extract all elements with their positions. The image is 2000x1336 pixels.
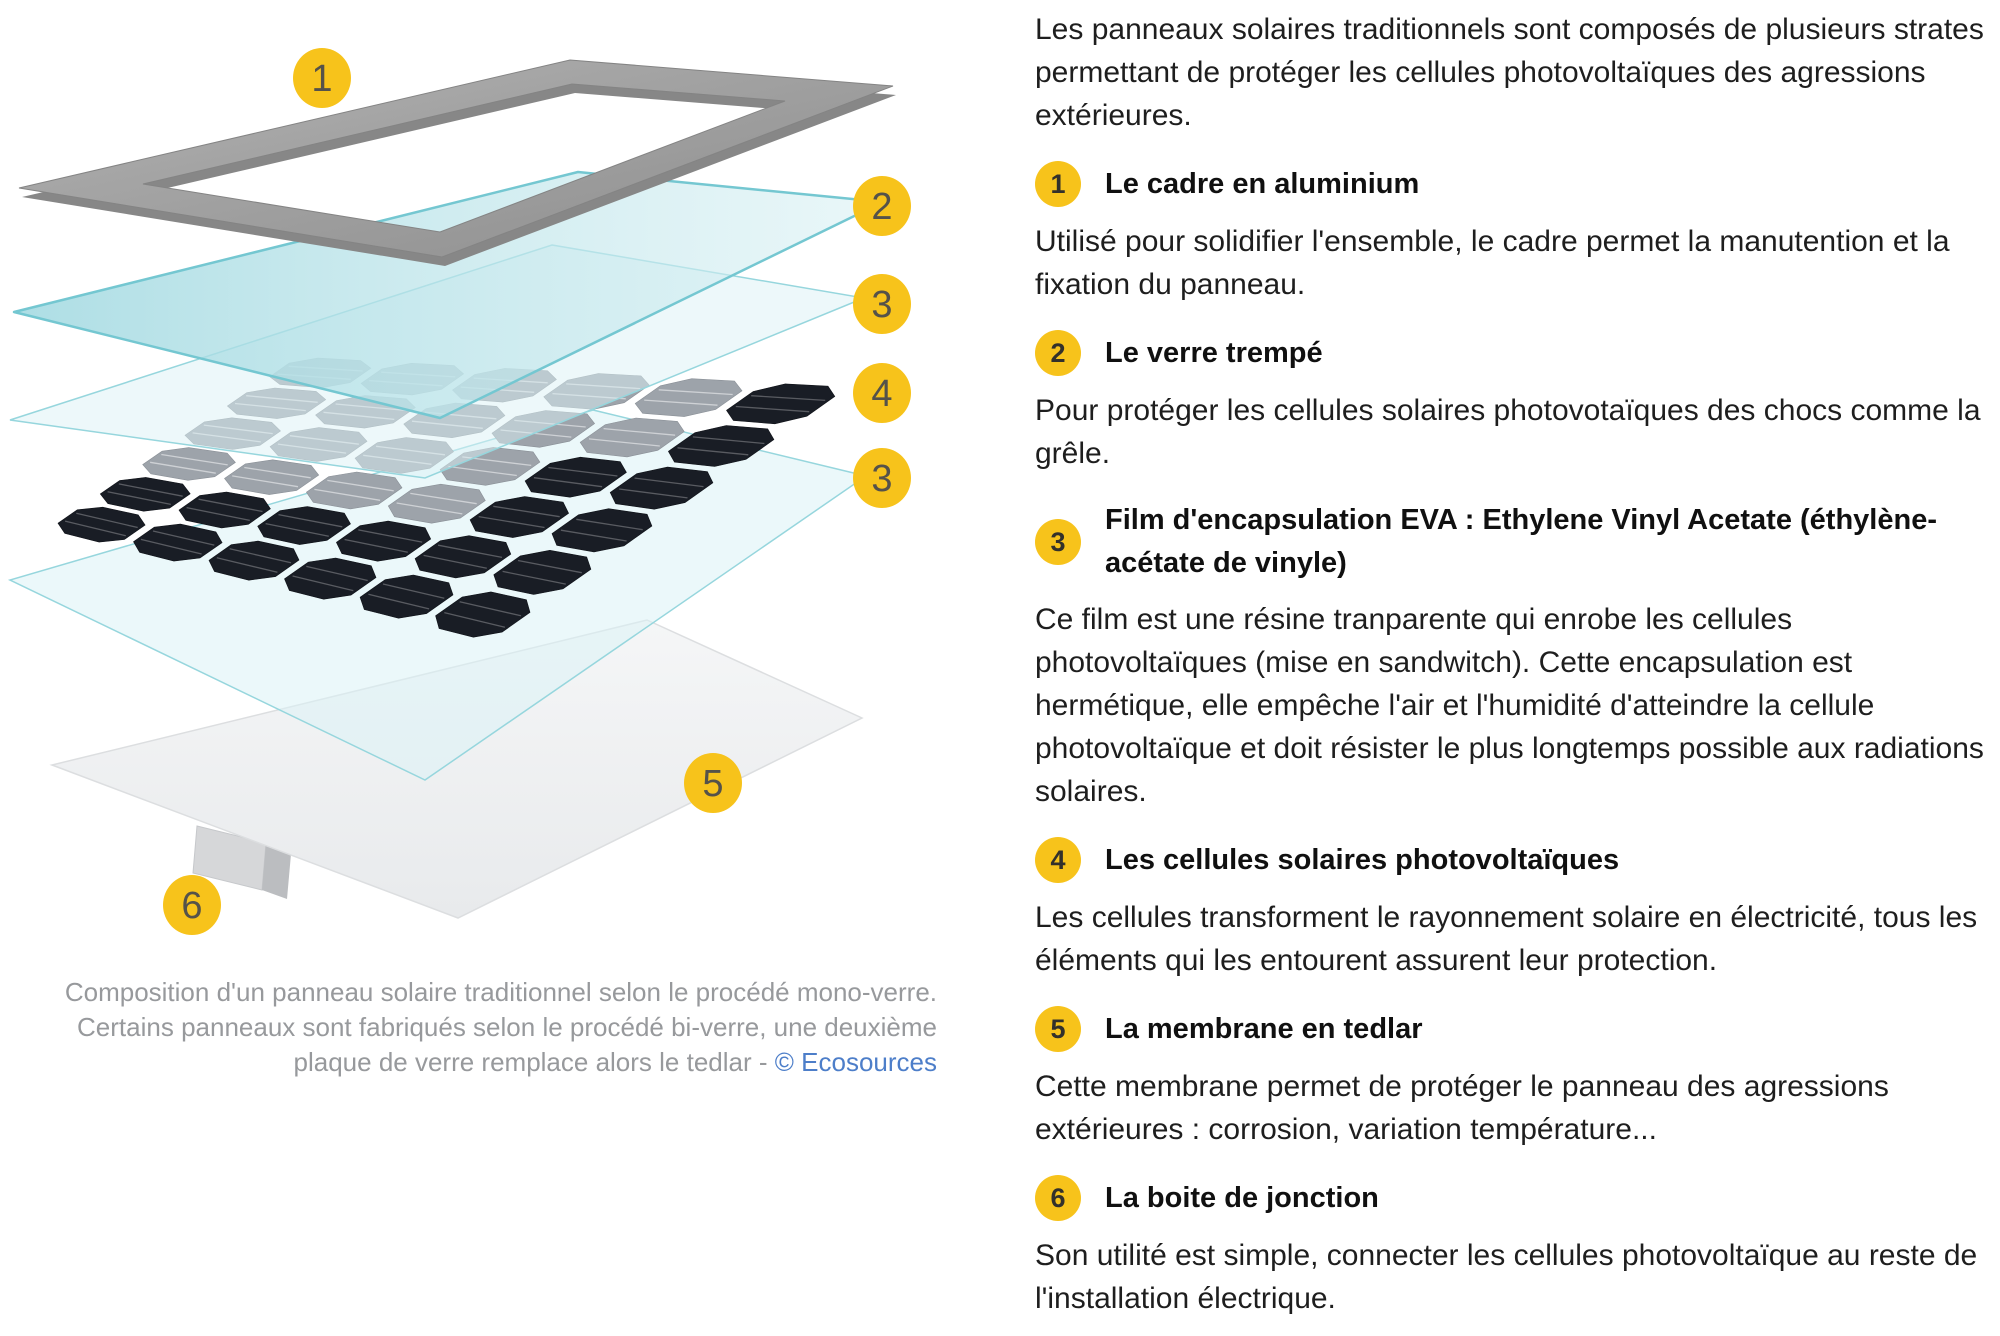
marker-verre-trempe — [853, 176, 911, 236]
section-number-badge: 6 — [1035, 1175, 1081, 1221]
layer-section — [1035, 330, 1992, 475]
layer-section — [1035, 499, 1992, 813]
diagram-panel — [0, 0, 1000, 965]
solar-cell-black — [100, 477, 190, 511]
caption-line-3: plaque de verre remplace alors le tedlar - — [293, 1047, 775, 1077]
section-body: Son utilité est simple, connecter les cellules photovoltaïque au reste de l'installation électrique. — [1035, 1239, 1978, 1315]
solar-panel-exploded-diagram — [0, 0, 1000, 965]
marker-number: 6 — [181, 885, 203, 927]
section-number-badge: 1 — [1035, 161, 1081, 207]
section-header — [1035, 330, 1992, 376]
marker-number: 5 — [702, 763, 724, 805]
description-column — [1035, 0, 1992, 1320]
section-body: Ce film est une résine tranparente qui enrobe les cellules photovoltaïques (mise en sandwitch). Cette encapsulation est hermétique, elle empêche l'air et l'humidité d'atteindre la cellule photovoltaïque et doit résister le plus longtemps possible aux radiations solaires. — [1035, 603, 1984, 808]
section-number-badge: 2 — [1035, 330, 1081, 376]
section-body: Cette membrane permet de protéger le panneau des agressions extérieures : corrosion, variation température... — [1035, 1070, 1889, 1146]
section-body: Les cellules transforment le rayonnement solaire en électricité, tous les éléments qui les entourent assurent leur protection. — [1035, 901, 1978, 977]
layer-section — [1035, 837, 1992, 982]
marker-film-eva-superieur — [853, 274, 911, 334]
marker-cadre-aluminium — [293, 48, 351, 108]
section-title: Le cadre en aluminium — [1105, 167, 1420, 200]
section-header — [1035, 1006, 1992, 1052]
marker-number: 3 — [871, 284, 893, 326]
ecosources-link[interactable]: © Ecosources — [774, 1047, 937, 1077]
layer-section — [1035, 161, 1992, 306]
solar-cell-black — [58, 507, 145, 542]
section-title: Les cellules solaires photovoltaïques — [1105, 843, 1620, 876]
layer-sections — [1035, 161, 1992, 1320]
section-title: Le verre trempé — [1105, 336, 1323, 369]
marker-film-eva-inferieur — [853, 448, 911, 508]
marker-boite-de-jonction — [163, 875, 221, 935]
section-title: La boite de jonction — [1105, 1181, 1379, 1214]
section-body: Utilisé pour solidifier l'ensemble, le cadre permet la manutention et la fixation du panneau. — [1035, 225, 1950, 301]
marker-number: 2 — [871, 186, 893, 228]
marker-membrane-tedlar — [684, 753, 742, 813]
layer-section — [1035, 1006, 1992, 1151]
section-header — [1035, 1175, 1992, 1221]
marker-number: 3 — [871, 458, 893, 500]
section-body: Pour protéger les cellules solaires photovotaïques des chocs comme la grêle. — [1035, 394, 1981, 470]
marker-cellules-photovoltaiques — [853, 363, 911, 423]
caption-line-2: Certains panneaux sont fabriqués selon le procédé bi-verre, une deuxième — [77, 1012, 937, 1042]
section-title: La membrane en tedlar — [1105, 1012, 1423, 1045]
diagram-caption — [20, 975, 937, 1080]
section-number-badge: 4 — [1035, 837, 1081, 883]
section-number-badge: 3 — [1035, 519, 1081, 565]
marker-number: 1 — [311, 58, 333, 100]
intro-paragraph: Les panneaux solaires traditionnels sont composés de plusieurs strates permettant de protéger les cellules photovoltaïques des agressions extérieures. — [1035, 13, 1984, 132]
layer-section — [1035, 1175, 1992, 1320]
section-header — [1035, 161, 1992, 207]
section-title: Film d'encapsulation EVA : Ethylene Vinyl Acetate (éthylène-acétate de vinyle) — [1105, 504, 1937, 579]
section-number-badge: 5 — [1035, 1006, 1081, 1052]
section-header — [1035, 499, 1992, 585]
marker-number: 4 — [871, 373, 893, 415]
section-header — [1035, 837, 1992, 883]
caption-line-1: Composition d'un panneau solaire traditionnel selon le procédé mono-verre. — [64, 977, 937, 1007]
solar-cell-black — [727, 384, 835, 424]
